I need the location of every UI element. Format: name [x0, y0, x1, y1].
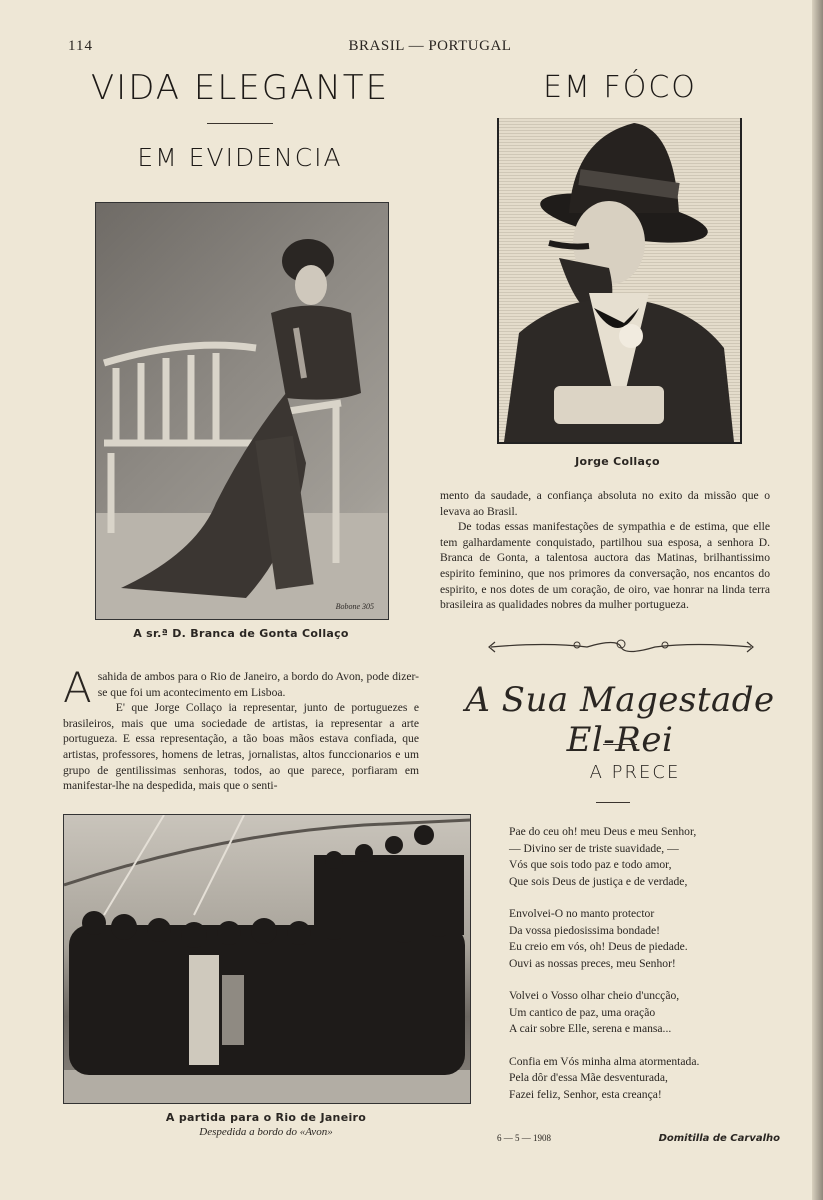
scan-edge — [812, 0, 823, 1200]
article-text-right — [440, 488, 770, 613]
poem-author: Domitilla de Carvalho — [658, 1133, 780, 1144]
poem-line: Fazei feliz, Senhor, esta creança! — [509, 1087, 662, 1101]
portrait-woman-illustration — [96, 203, 388, 619]
poem-line: Volvei o Vosso olhar cheio d'uncção, — [509, 989, 680, 1002]
running-head: BRASIL — PORTUGAL — [348, 38, 512, 54]
poem-line: Ouvi as nossas preces, meu Senhor! — [509, 956, 676, 970]
page-number: 114 — [68, 38, 93, 54]
group-photo-illustration — [64, 815, 470, 1103]
photo-departure-group — [63, 814, 471, 1104]
poem-line: Confia em Vós minha alma atormentada. — [509, 1054, 700, 1068]
poem-line: A cair sobre Elle, serena e mansa... — [509, 1022, 672, 1035]
section-heading-em-foco: EM FÓCO — [543, 70, 697, 105]
poem-line: Envolvei-O no manto protector — [509, 907, 655, 920]
photo-branca-de-gonta — [95, 202, 389, 620]
drop-cap: A — [63, 663, 92, 712]
poem-stanza — [509, 1054, 769, 1104]
poem-title: A Sua Magestade El-Rei — [465, 680, 775, 760]
group-photo-caption: A partida para o Rio de Janeiro — [165, 1111, 367, 1124]
heading-divider — [207, 123, 273, 124]
poem-line: — Divino ser de triste suavidade, — — [509, 841, 679, 855]
section-heading-vida-elegante: VIDA ELEGANTE — [90, 68, 390, 108]
poem-line: Eu creio em vós, oh! Deus de piedade. — [509, 940, 688, 953]
section-subheading-em-evidencia: EM EVIDENCIA — [137, 143, 343, 172]
engraving-man-illustration — [499, 118, 740, 442]
portrait-caption-jorge: Jorge Collaço — [575, 455, 660, 468]
subtitle-divider — [596, 802, 630, 803]
poem-date: 6 — 5 — 1908 — [497, 1133, 551, 1143]
group-photo-subcaption: Despedida a bordo do «Avon» — [199, 1126, 333, 1138]
ornamental-divider — [487, 636, 755, 658]
article-text-left — [63, 663, 419, 794]
poem-body — [509, 824, 769, 1119]
poem-line: Da vossa piedosissima bondade! — [509, 923, 661, 937]
poem-subtitle: A PRECE — [589, 762, 681, 783]
poem-line: Um cantico de paz, uma oração — [509, 1005, 656, 1019]
poem-stanza — [509, 988, 769, 1038]
article-paragraph: sahida de ambos para o Rio de Janeiro, a bordo do Avon, pode dizer-se que foi um acontecimento em Lisboa. — [97, 670, 419, 699]
article-paragraph: mento da saudade, a confiança absoluta no exito da missão que o levava ao Brasil. — [440, 489, 770, 518]
article-paragraph: De todas essas manifestações de sympathia e de estima, que elle tem galhardamente conquistado, partilhou sua esposa, a senhora D. Branca de Gonta, a talentosa auctora das Matinas, brilhantissimo espirito feminino, que nos primores da conversação, nos encantos do espirito, e nos dotes de um coração, de oiro, vae honrar na linda terra brasileira as qualidades nobres da mulher portugueza. — [440, 520, 770, 612]
portrait-jorge-collaco — [497, 118, 742, 444]
article-paragraph: E' que Jorge Collaço ia representar, junto de portuguezes e brasileiros, mais que uma sociedade de artistas, ia representar a arte portugueza. E essa representação, a tão boas mãos estava confiada, que artistas, professores, homens de letras, jornalistas, altos funccionarios e um grupo de gentilissimas senhoras, todos, ao que parece, porfiaram em manifestar-lhe na despedida, mais que o senti- — [63, 701, 419, 793]
poem-stanza — [509, 906, 769, 972]
poem-line: Vós que sois todo paz e todo amor, — [509, 858, 672, 871]
poem-line: Pela dôr d'essa Mãe desventurada, — [509, 1071, 668, 1084]
poem-line: Que sois Deus de justiça e de verdade, — [509, 874, 688, 888]
poem-line: Pae do ceu oh! meu Deus e meu Senhor, — [509, 825, 697, 838]
photographer-signature: Bobone 305 — [335, 602, 374, 611]
title-divider — [603, 744, 637, 745]
poem-stanza — [509, 824, 769, 890]
photo-caption-branca: A sr.ª D. Branca de Gonta Collaço — [133, 627, 349, 640]
